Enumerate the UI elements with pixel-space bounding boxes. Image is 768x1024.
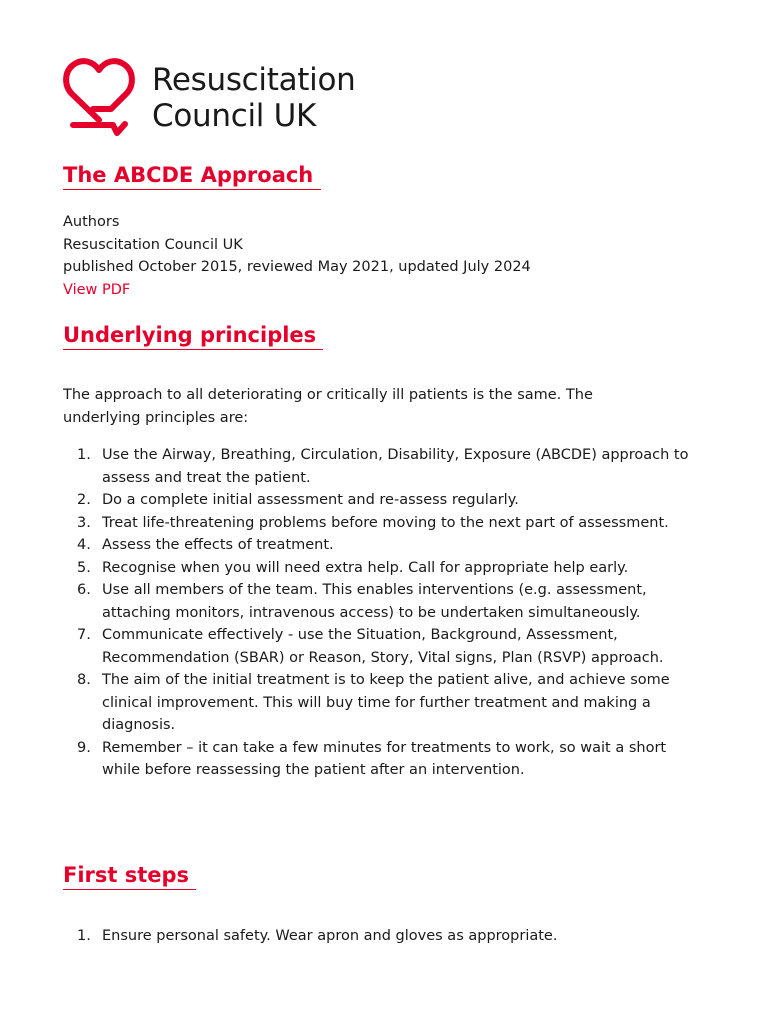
section-heading-first-steps: First steps — [63, 862, 196, 890]
list-number: 5. — [77, 559, 91, 576]
list-item — [63, 737, 702, 782]
list-item-text: The aim of the initial treatment is to keep the patient alive, and achieve some clinical improvement. This will buy time for further treatment and making a diagnosis. — [102, 672, 670, 733]
author-name: Resuscitation Council UK — [63, 236, 243, 253]
list-number: 2. — [77, 492, 91, 508]
list-number: 1. — [77, 928, 91, 944]
principles-list — [63, 444, 702, 782]
list-item-text: Recognise when you will need extra help. Call for appropriate help early. — [102, 559, 629, 576]
view-pdf-link[interactable]: View PDF — [63, 281, 131, 298]
list-item — [63, 624, 702, 669]
list-number: 3. — [77, 514, 91, 531]
list-item — [63, 512, 702, 535]
list-number: 7. — [77, 627, 91, 643]
list-item-text: Use all members of the team. This enables interventions (e.g. assessment, attaching monitors, intravenous access) to be undertaken simultaneously. — [102, 582, 647, 621]
list-item-text: Assess the effects of treatment. — [102, 537, 334, 553]
list-item — [63, 925, 702, 948]
list-item-text: Communicate effectively - use the Situation, Background, Assessment, Recommendation (SBAR) or Reason, Story, Vital signs, Plan (RSVP) approach. — [102, 627, 664, 666]
page-title: The ABCDE Approach — [63, 162, 321, 190]
first-steps-list — [63, 925, 702, 948]
logo-line-1: Resuscitation — [152, 62, 356, 98]
list-item-text: Treat life-threatening problems before moving to the next part of assessment. — [102, 514, 669, 531]
heart-icon — [63, 58, 135, 138]
list-item-text: Ensure personal safety. Wear apron and gloves as appropriate. — [102, 928, 558, 944]
list-item-text: Remember – it can take a few minutes for treatments to work, so wait a short while before reassessing the patient after an intervention. — [102, 739, 667, 778]
article-meta — [63, 211, 531, 301]
list-item — [63, 557, 702, 580]
authors-label: Authors — [63, 214, 120, 230]
list-item — [63, 444, 702, 489]
list-item — [63, 489, 702, 512]
list-item-text: Do a complete initial assessment and re-assess regularly. — [102, 492, 519, 508]
list-item-text: Use the Airway, Breathing, Circulation, Disability, Exposure (ABCDE) approach to assess and treat the patient. — [102, 447, 689, 486]
list-number: 9. — [77, 739, 91, 756]
list-number: 1. — [77, 447, 91, 463]
section-heading-underlying-principles: Underlying principles — [63, 322, 323, 350]
list-number: 8. — [77, 672, 91, 688]
publication-dates: published October 2015, reviewed May 2021, updated July 2024 — [63, 259, 531, 275]
list-number: 6. — [77, 582, 91, 598]
logo-line-2: Council UK — [152, 98, 317, 134]
logo-wordmark — [152, 62, 355, 134]
list-item — [63, 534, 702, 557]
principles-intro: The approach to all deteriorating or critically ill patients is the same. The underlying principles are: — [63, 387, 593, 426]
list-item — [63, 579, 702, 624]
list-item — [63, 669, 702, 737]
list-number: 4. — [77, 537, 91, 553]
logo[interactable] — [63, 58, 423, 140]
